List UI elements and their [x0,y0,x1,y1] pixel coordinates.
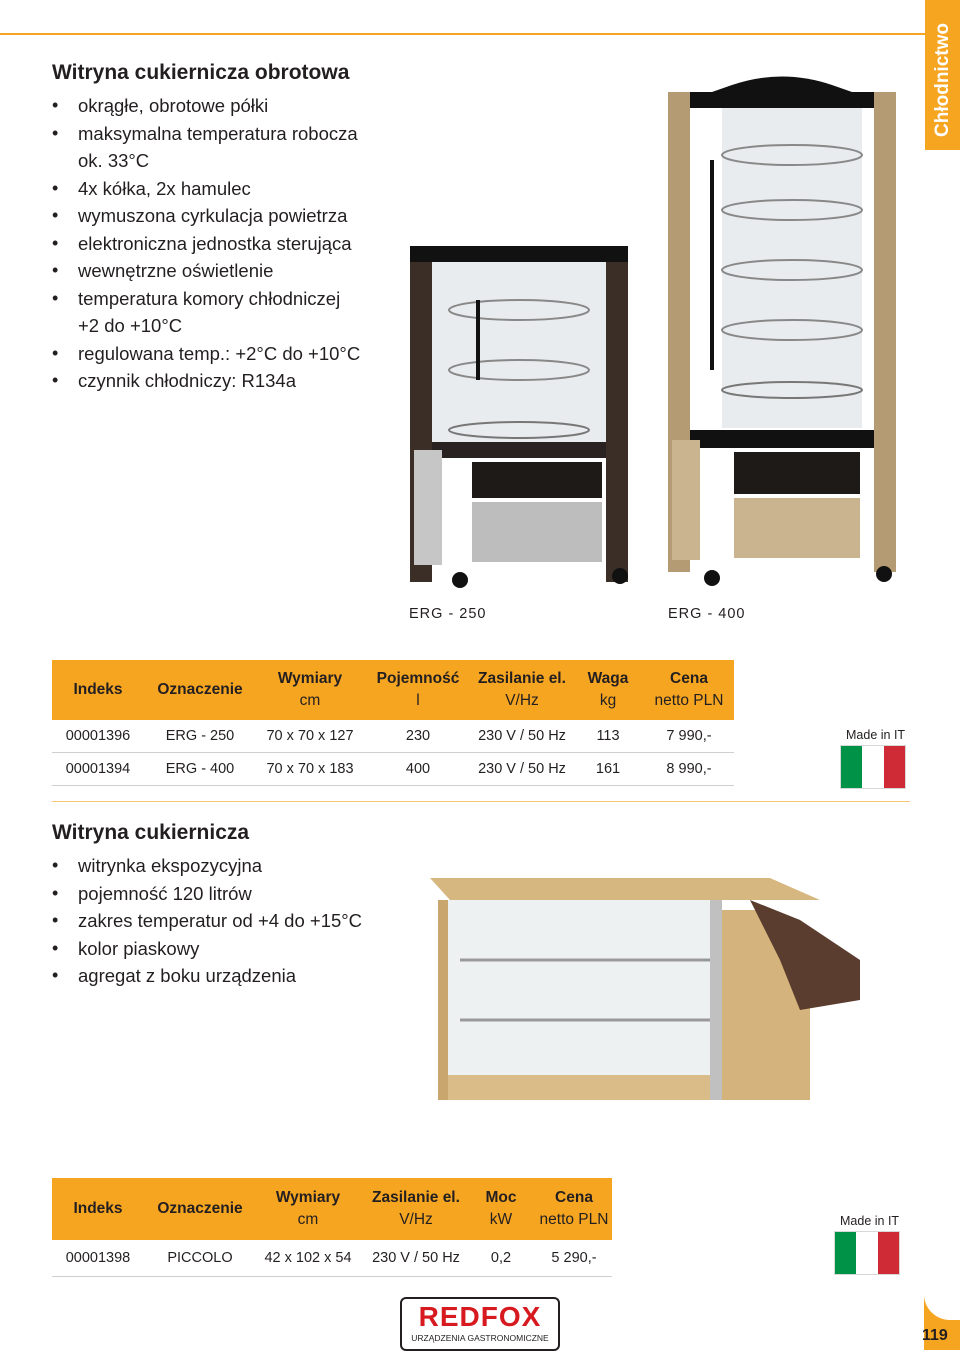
cell-power: 230 V / 50 Hz [472,753,572,786]
header-cell: Wymiary cm [256,1178,360,1240]
side-tab-inner [924,0,960,1320]
italy-flag-icon [840,745,906,789]
section1-features [52,92,360,395]
cell-model: ERG - 400 [150,753,250,786]
cell-power: 230 V / 50 Hz [472,720,572,753]
cell-price: 7 990,- [644,720,734,753]
header-cell: Oznaczenie [150,1178,250,1240]
header-cell: Oznaczenie [150,660,250,720]
table-header-row [52,660,734,720]
feature-item: • czynnik chłodniczy: R134a [52,367,360,395]
header-cell: Pojemność l [370,660,466,720]
made-in-label: Made in IT [840,1214,900,1228]
feature-item: • pojemność 120 litrów [52,880,362,908]
cell-index: 00001396 [52,720,144,753]
header-cell: Zasilanie el. V/Hz [366,1178,466,1240]
header-cell: Cena netto PLN [536,1178,612,1240]
header-cell: Waga kg [578,660,638,720]
feature-item: • okrągłe, obrotowe półki [52,92,360,120]
cell-power: 230 V / 50 Hz [366,1240,466,1277]
feature-item: • zakres temperatur od +4 do +15°C [52,907,362,935]
erg-250-image [400,240,640,590]
logo-brand: REDFOX [418,1301,542,1332]
header-cell: Cena netto PLN [644,660,734,720]
section1-spec-table [52,660,734,786]
piccolo-image [430,870,870,1110]
cell-weight: 161 [578,753,638,786]
feature-item: +2 do +10°C [78,315,183,336]
section2-title: Witryna cukiernicza [52,821,250,844]
made-in-label: Made in IT [846,728,906,742]
feature-item: ok. 33°C [78,150,150,171]
cell-index: 00001394 [52,753,144,786]
feature-item: • regulowana temp.: +2°C do +10°C [52,340,360,368]
feature-item: • kolor piaskowy [52,935,362,963]
side-tab-label: Chłodnictwo [925,0,960,150]
cell-power-kw: 0,2 [472,1240,530,1277]
redfox-logo [400,1297,560,1351]
cell-price: 8 990,- [644,753,734,786]
cell-dimensions: 70 x 70 x 183 [256,753,364,786]
model-label-erg-250: ERG - 250 [409,606,487,622]
header-cell: Zasilanie el. V/Hz [472,660,572,720]
section1-title: Witryna cukiernicza obrotowa [52,61,350,84]
table-row [52,1240,612,1277]
section2-features [52,852,362,990]
cell-dimensions: 42 x 102 x 54 [256,1240,360,1277]
table-row [52,720,734,753]
header-cell: Indeks [52,1178,144,1240]
header-cell: Wymiary cm [256,660,364,720]
feature-item: • witrynka ekspozycyjna [52,852,362,880]
italy-flag-icon [834,1231,900,1275]
section2-spec-table [52,1178,612,1277]
cell-capacity: 400 [370,753,466,786]
cell-dimensions: 70 x 70 x 127 [256,720,364,753]
feature-item: • agregat z boku urządzenia [52,962,362,990]
feature-item: • wymuszona cyrkulacja powietrza [52,202,360,230]
section-divider [52,801,910,802]
cell-model: ERG - 250 [150,720,250,753]
cell-capacity: 230 [370,720,466,753]
table-header-row [52,1178,612,1240]
feature-item: • wewnętrzne oświetlenie [52,257,360,285]
logo-tagline: URZĄDZENIA GASTRONOMICZNE [411,1333,549,1343]
feature-item: • maksymalna temperatura robocza [52,120,360,148]
cell-index: 00001398 [52,1240,144,1277]
header-cell: Indeks [52,660,144,720]
model-label-erg-400: ERG - 400 [668,606,746,622]
feature-item: • elektroniczna jednostka sterująca [52,230,360,258]
page-number: 119 [922,1327,948,1344]
header-cell: Moc kW [472,1178,530,1240]
feature-item: • 4x kółka, 2x hamulec [52,175,360,203]
cell-model: PICCOLO [150,1240,250,1277]
cell-price: 5 290,- [536,1240,612,1277]
table-row [52,753,734,786]
top-rule [0,33,925,35]
erg-400-image [662,70,902,590]
feature-item: • temperatura komory chłodniczej [52,285,360,313]
cell-weight: 113 [578,720,638,753]
